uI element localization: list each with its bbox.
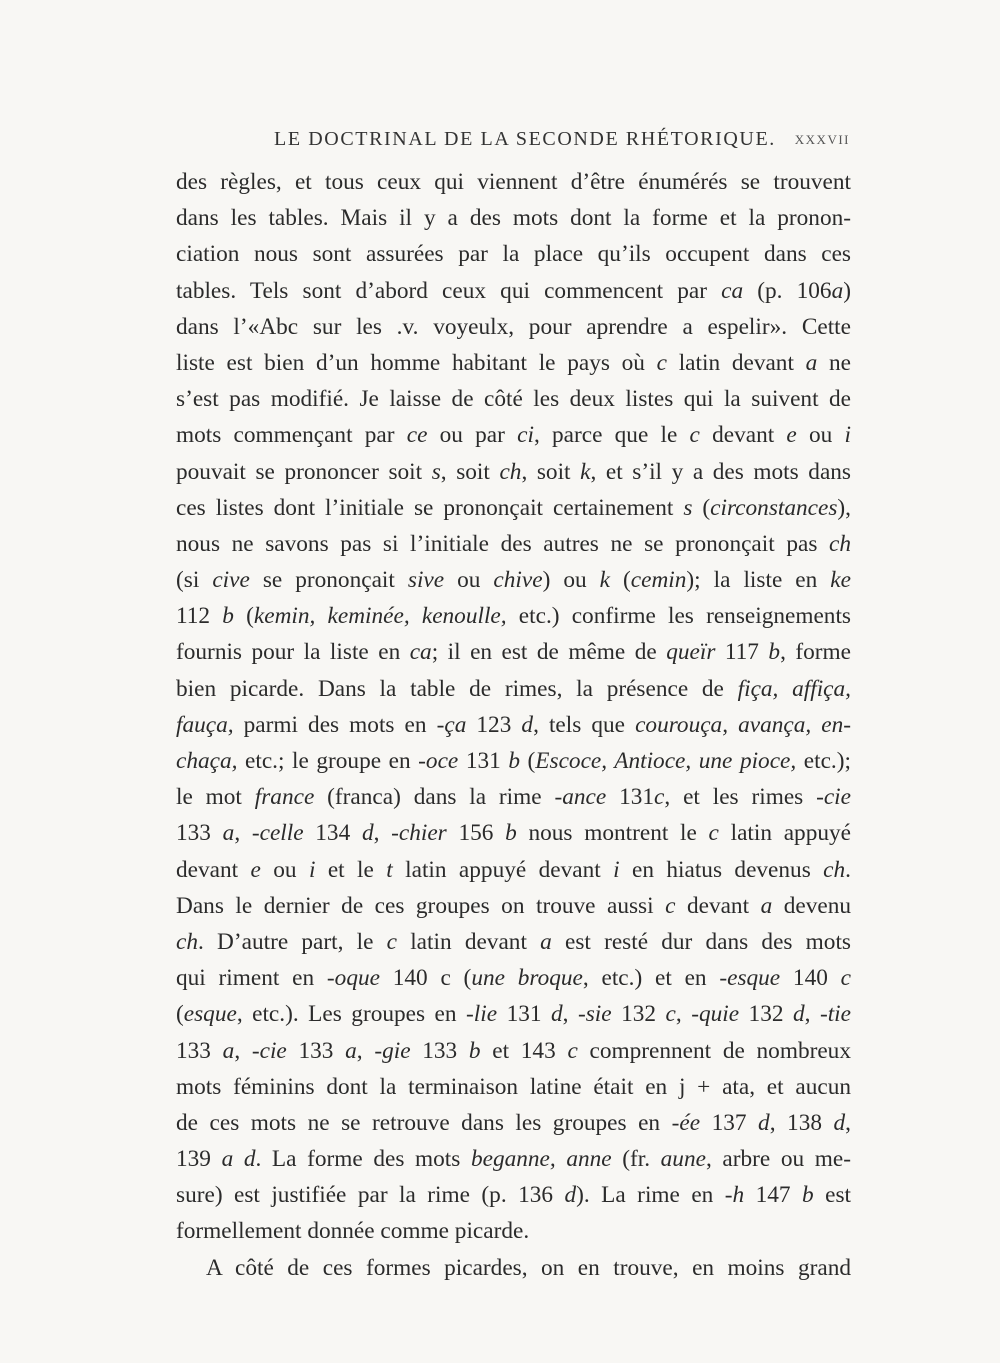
- text-run: devenu: [772, 892, 851, 919]
- page-number: XXXVII: [794, 132, 850, 147]
- text-run: pouvait se prononcer soit: [176, 458, 432, 485]
- italic-run: c: [840, 965, 851, 992]
- text-run: (: [519, 748, 536, 774]
- italic-run: d: [833, 1109, 846, 1136]
- text-line: [176, 707, 851, 743]
- text-line: [176, 526, 851, 562]
- italic-run: c: [567, 1037, 578, 1064]
- text-line: [176, 454, 851, 490]
- text-line: [176, 236, 851, 272]
- italic-run: beganne, anne: [470, 1146, 612, 1173]
- text-run: ,: [234, 1037, 252, 1064]
- text-run: , etc.) et en: [582, 965, 720, 992]
- text-run: bien picarde. Dans la table de rimes, la présence de: [176, 675, 738, 702]
- text-run: est: [813, 1182, 852, 1209]
- text-run: fournis pour la liste en: [176, 639, 410, 666]
- text-run: etc.; le groupe en: [237, 748, 419, 774]
- text-run: latin appuyé devant: [392, 856, 614, 883]
- text-run: 133: [176, 820, 223, 847]
- text-run: ,: [675, 1001, 692, 1028]
- text-run: 156: [446, 820, 506, 847]
- italic-run: k: [580, 458, 591, 485]
- text-run: ),: [837, 494, 851, 521]
- text-line: [176, 779, 851, 815]
- body-text: [176, 164, 851, 1286]
- italic-run: i: [844, 422, 851, 449]
- text-line: [176, 634, 851, 670]
- text-run: 117: [715, 639, 769, 666]
- italic-run: a: [540, 928, 552, 955]
- text-run: devant: [176, 856, 251, 883]
- italic-run: b: [468, 1037, 481, 1064]
- text-run: , et les rimes: [664, 784, 817, 811]
- text-run: 132: [611, 1001, 666, 1028]
- italic-run: a: [345, 1037, 357, 1064]
- italic-run: -h: [724, 1182, 745, 1209]
- italic-run: d: [521, 711, 534, 738]
- italic-run: ca: [721, 277, 744, 304]
- italic-run: -ée: [671, 1109, 701, 1136]
- text-run: dans l’«Abc sur les .v. voyeulx, pour aprendre a espelir». Cette: [176, 313, 851, 340]
- page-header: [178, 128, 850, 158]
- text-run: , soit: [521, 458, 581, 485]
- text-run: dans les tables. Mais il y a des mots dont la forme et la pronon-: [176, 205, 851, 232]
- text-run: mots commençant par: [176, 422, 407, 449]
- italic-run: ch: [499, 458, 522, 485]
- italic-run: -quie: [691, 1001, 740, 1028]
- italic-run: courouça, avança, en-: [635, 711, 851, 738]
- italic-run: ke: [830, 567, 851, 594]
- italic-run: i: [613, 856, 620, 883]
- italic-run: circonstances: [710, 494, 838, 521]
- text-line: [176, 888, 851, 924]
- text-run: 139: [176, 1146, 222, 1173]
- text-run: ,: [562, 1001, 578, 1028]
- italic-run: b: [505, 820, 517, 847]
- text-run: ); la liste en: [686, 567, 831, 594]
- italic-run: cemin: [630, 567, 687, 594]
- italic-run: ch: [829, 530, 851, 557]
- text-run: ,: [804, 1001, 820, 1028]
- text-run: tables. Tels sont d’abord ceux qui commencent par: [176, 277, 722, 304]
- text-run: , etc.). Les groupes en: [236, 1001, 467, 1028]
- text-run: ; il en est de même de: [431, 639, 667, 666]
- italic-run: c: [656, 349, 667, 376]
- text-line: [176, 1069, 851, 1105]
- text-run: sure) est justifiée par la rime (p. 136: [176, 1182, 565, 1209]
- text-line: [176, 1033, 851, 1069]
- text-run: ). La rime en: [576, 1182, 725, 1209]
- text-run: 140: [780, 965, 841, 992]
- italic-run: c: [665, 892, 676, 919]
- italic-run: s: [683, 494, 693, 521]
- italic-run: -ance: [554, 784, 607, 811]
- text-run: qui riment en: [176, 965, 327, 992]
- text-run: (p. 106: [743, 277, 832, 304]
- text-run: , arbre ou me-: [705, 1146, 851, 1173]
- italic-run: fauça,: [176, 711, 234, 738]
- text-run: , tels que: [533, 711, 636, 738]
- text-run: ) ou: [542, 567, 600, 594]
- text-line: [176, 815, 851, 851]
- text-run: ne: [817, 349, 851, 376]
- text-line: [176, 273, 851, 309]
- italic-run: b: [508, 748, 520, 774]
- italic-run: -sie: [577, 1001, 612, 1028]
- italic-run: -lie: [466, 1001, 498, 1028]
- italic-run: ce: [406, 422, 428, 449]
- italic-run: queïr: [666, 639, 716, 666]
- text-run: (: [176, 1001, 184, 1028]
- text-run: Dans le dernier de ces groupes on trouve aussi: [176, 892, 666, 919]
- text-run: ou: [260, 856, 309, 883]
- italic-run: ca: [409, 639, 432, 666]
- italic-run: -celle: [251, 820, 304, 847]
- text-line: [176, 200, 851, 236]
- text-run: , 138: [769, 1109, 834, 1136]
- text-line: [176, 562, 851, 598]
- italic-run: -oque: [326, 965, 380, 992]
- italic-run: -esque: [719, 965, 781, 992]
- text-run: liste est bien d’un homme habitant le pays où: [176, 349, 657, 376]
- text-run: . La forme des mots: [255, 1146, 471, 1173]
- text-run: ces listes dont l’initiale se prononçait certainement: [176, 494, 684, 521]
- italic-run: s: [431, 458, 441, 485]
- text-run: parmi des mots en: [233, 711, 437, 738]
- italic-run: b: [222, 603, 234, 630]
- text-run: . D’autre part, le: [198, 928, 387, 955]
- text-run: 131: [458, 748, 509, 774]
- italic-run: e: [786, 422, 797, 449]
- text-run: (: [692, 494, 711, 521]
- text-run: , forme: [780, 639, 852, 666]
- italic-run: t: [386, 856, 393, 883]
- text-run: 131: [606, 784, 655, 811]
- text-run: comprennent de nombreux: [577, 1037, 851, 1064]
- text-run: (franca) dans la rime: [314, 784, 555, 811]
- italic-run: ch: [823, 856, 846, 883]
- text-line: [176, 924, 851, 960]
- text-run: devant: [699, 422, 787, 449]
- text-run: et 143: [480, 1037, 568, 1064]
- italic-run: a d: [221, 1146, 256, 1173]
- running-title: LE DOCTRINAL DE LA SECONDE RHÉTORIQUE.: [274, 128, 776, 150]
- text-run: etc.);: [796, 748, 851, 774]
- italic-run: -tie: [819, 1001, 851, 1028]
- text-run: 133: [286, 1037, 346, 1064]
- text-run: (fr.: [611, 1146, 661, 1173]
- italic-run: k: [599, 567, 610, 594]
- text-run: (: [610, 567, 631, 594]
- text-line: [176, 1177, 851, 1213]
- text-run: , et s’il y a des mots dans: [590, 458, 851, 485]
- text-run: des règles, et tous ceux qui viennent d’être énumérés se trouvent: [176, 169, 851, 195]
- text-line: [176, 417, 851, 453]
- text-run: (: [233, 603, 254, 630]
- italic-run: i: [308, 856, 316, 883]
- italic-run: une broque: [471, 965, 583, 992]
- text-run: s’est pas modifié. Je laisse de côté les deux listes qui la suivent de: [176, 386, 851, 413]
- text-run: ): [843, 277, 851, 304]
- italic-run: c: [708, 820, 719, 847]
- italic-run: c: [665, 1001, 676, 1028]
- text-run: latin devant: [397, 928, 541, 955]
- text-line: [176, 598, 851, 634]
- text-line: [176, 852, 851, 888]
- text-run: de ces mots ne se retrouve dans les groupes en: [176, 1109, 672, 1136]
- italic-run: d: [564, 1182, 577, 1209]
- text-line: [176, 1250, 851, 1286]
- text-run: mots féminins dont la terminaison latine était en j + ata, et aucun: [176, 1073, 851, 1100]
- text-line: [176, 381, 851, 417]
- text-run: ,: [234, 820, 252, 847]
- italic-run: cive: [212, 567, 250, 594]
- text-run: en hiatus devenus: [619, 856, 824, 883]
- italic-run: a: [831, 277, 844, 304]
- italic-run: a: [805, 349, 818, 376]
- italic-run: e: [250, 856, 261, 883]
- text-run: .: [845, 856, 851, 883]
- italic-run: b: [802, 1182, 814, 1209]
- text-run: est resté dur dans des mots: [551, 928, 851, 955]
- italic-run: -oce: [418, 748, 459, 774]
- italic-run: d: [361, 820, 374, 847]
- italic-run: -ça: [436, 711, 467, 738]
- text-run: , soit: [440, 458, 500, 485]
- text-line: [176, 309, 851, 345]
- text-run: et le: [315, 856, 387, 883]
- text-run: 131: [497, 1001, 551, 1028]
- italic-run: ci: [517, 422, 534, 449]
- italic-run: chaça,: [176, 748, 238, 774]
- text-run: formellement donnée comme picarde.: [176, 1218, 530, 1245]
- text-run: 140 c (: [379, 965, 472, 992]
- text-run: ,: [373, 820, 392, 847]
- italic-run: -cie: [816, 784, 851, 811]
- text-run: 112: [176, 603, 223, 630]
- italic-run: sive: [407, 567, 445, 594]
- text-run: etc.) confirme les renseignements: [506, 603, 851, 630]
- italic-run: aune: [660, 1146, 706, 1173]
- text-line: [176, 164, 851, 200]
- text-run: ou: [444, 567, 494, 594]
- text-line: [176, 996, 851, 1032]
- text-run: 133: [176, 1037, 223, 1064]
- text-run: 133: [410, 1037, 469, 1064]
- italic-run: -chier: [391, 820, 447, 847]
- text-run: 132: [739, 1001, 793, 1028]
- text-run: latin devant: [667, 349, 806, 376]
- text-line: [176, 1141, 851, 1177]
- text-run: 134: [303, 820, 362, 847]
- italic-run: a: [760, 892, 773, 919]
- text-run: ,: [845, 1109, 851, 1136]
- text-run: 123: [466, 711, 522, 738]
- text-run: nous montrent le: [516, 820, 709, 847]
- text-run: 137: [700, 1109, 759, 1136]
- italic-run: chive: [493, 567, 543, 594]
- text-run: ,: [356, 1037, 375, 1064]
- text-run: 147: [744, 1182, 803, 1209]
- italic-run: d: [551, 1001, 563, 1028]
- italic-run: c: [689, 422, 700, 449]
- text-run: nous ne savons pas si l’initiale des autres ne se prononçait pas: [176, 530, 829, 557]
- italic-run: c: [386, 928, 397, 955]
- text-line: [176, 671, 851, 707]
- text-run: (si: [176, 567, 213, 594]
- text-run: ou: [796, 422, 845, 449]
- italic-run: -gie: [374, 1037, 411, 1064]
- italic-run: -cie: [251, 1037, 287, 1064]
- text-line: [176, 345, 851, 381]
- text-run: A côté de ces formes picardes, on en trouve, en moins grand: [206, 1254, 851, 1281]
- text-line: [176, 743, 851, 779]
- italic-run: a: [222, 820, 235, 847]
- italic-run: france: [254, 784, 315, 811]
- text-line: [176, 1213, 851, 1249]
- text-run: devant: [675, 892, 761, 919]
- text-line: [176, 1105, 851, 1141]
- italic-run: kemin, keminée, kenoulle,: [253, 603, 507, 630]
- text-run: ciation nous sont assurées par la place qu’ils occupent dans ces: [176, 241, 851, 268]
- text-run: le mot: [176, 784, 255, 811]
- italic-run: fiça, affiça,: [737, 675, 851, 702]
- text-run: latin appuyé: [718, 820, 851, 847]
- italic-run: esque: [183, 1001, 237, 1028]
- text-run: ou par: [427, 422, 518, 449]
- italic-run: Escoce, Antioce, une pioce,: [535, 748, 797, 774]
- italic-run: d: [758, 1109, 770, 1136]
- italic-run: d: [792, 1001, 805, 1028]
- italic-run: b: [768, 639, 781, 666]
- text-line: [176, 960, 851, 996]
- text-run: se prononçait: [249, 567, 408, 594]
- italic-run: ch: [176, 928, 198, 955]
- italic-run: a: [222, 1037, 235, 1064]
- text-run: , parce que le: [533, 422, 690, 449]
- italic-run: c: [654, 784, 665, 811]
- text-line: [176, 490, 851, 526]
